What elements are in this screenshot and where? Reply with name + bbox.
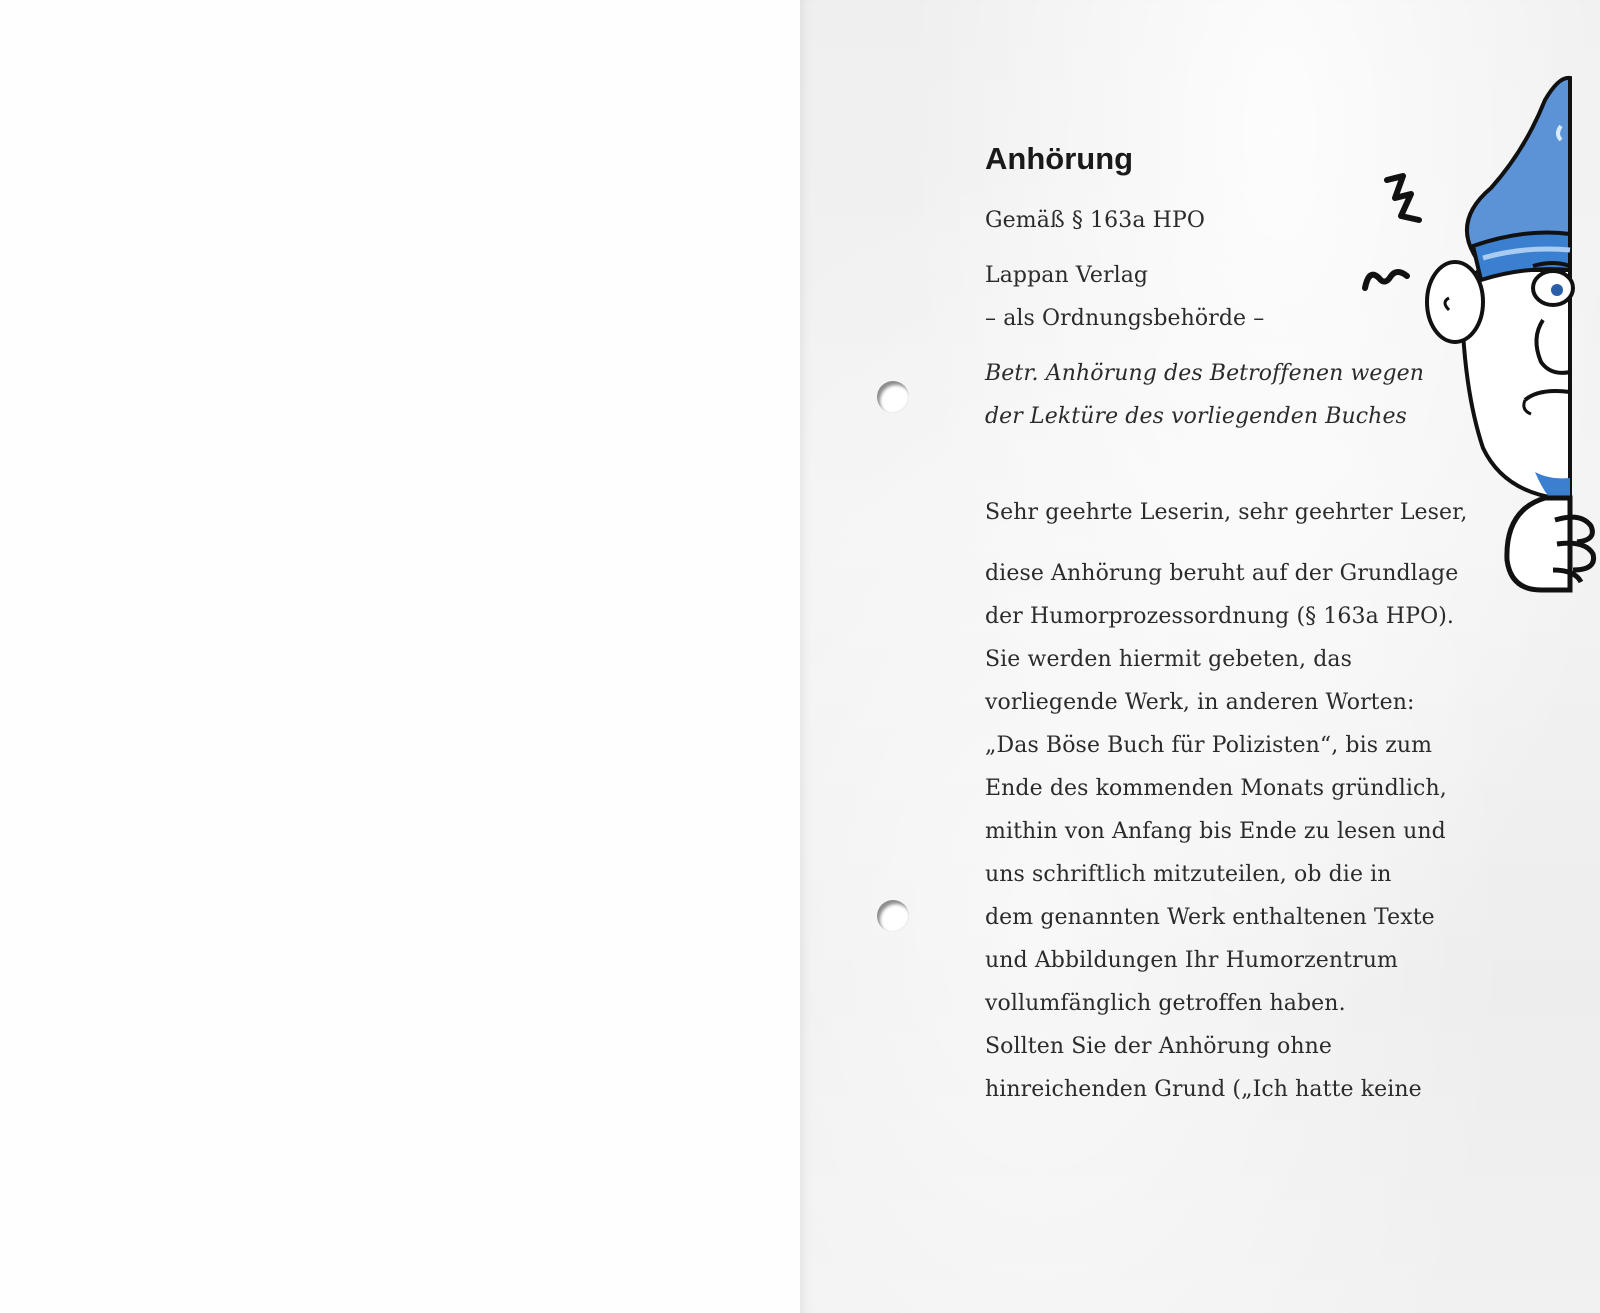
page-title: Anhörung [985,141,1134,176]
body-line: „Das Böse Buch für Polizisten“, bis zum [985,733,1433,759]
subject-line: der Lektüre des vorliegenden Buches [985,404,1407,430]
body-line: Sollten Sie der Anhörung ohne [985,1034,1333,1060]
body-line: Sie werden hiermit gebeten, das [985,647,1353,673]
subject-line: Betr. Anhörung des Betroffenen wegen [985,361,1425,387]
authority-line: – als Ordnungsbehörde – [985,306,1265,332]
body-line: mithin von Anfang bis Ende zu lesen und [985,819,1446,845]
body-line: uns schriftlich mitzuteilen, ob die in [985,862,1392,888]
reference-line: Gemäß § 163a HPO [985,208,1205,234]
body-line: vollumfänglich getroffen haben. [985,991,1346,1017]
body-line: dem genannten Werk enthaltenen Texte [985,905,1435,931]
punch-hole-top [877,381,909,413]
salutation: Sehr geehrte Leserin, sehr geehrter Leser, [985,500,1468,526]
body-line: diese Anhörung beruht auf der Grundlage [985,561,1459,587]
letter-text [985,140,1505,1111]
body-line: hinreichenden Grund („Ich hatte keine [985,1077,1422,1103]
body-line: und Abbildungen Ihr Humorzentrum [985,948,1398,974]
body-line: vorliegende Werk, in anderen Worten: [985,690,1415,716]
right-page [800,0,1600,1313]
authority-line: Lappan Verlag [985,263,1149,289]
punch-hole-bottom [877,900,909,932]
body-line: der Humorprozessordnung (§ 163a HPO). [985,604,1455,630]
body-line: Ende des kommenden Monats gründlich, [985,776,1447,802]
